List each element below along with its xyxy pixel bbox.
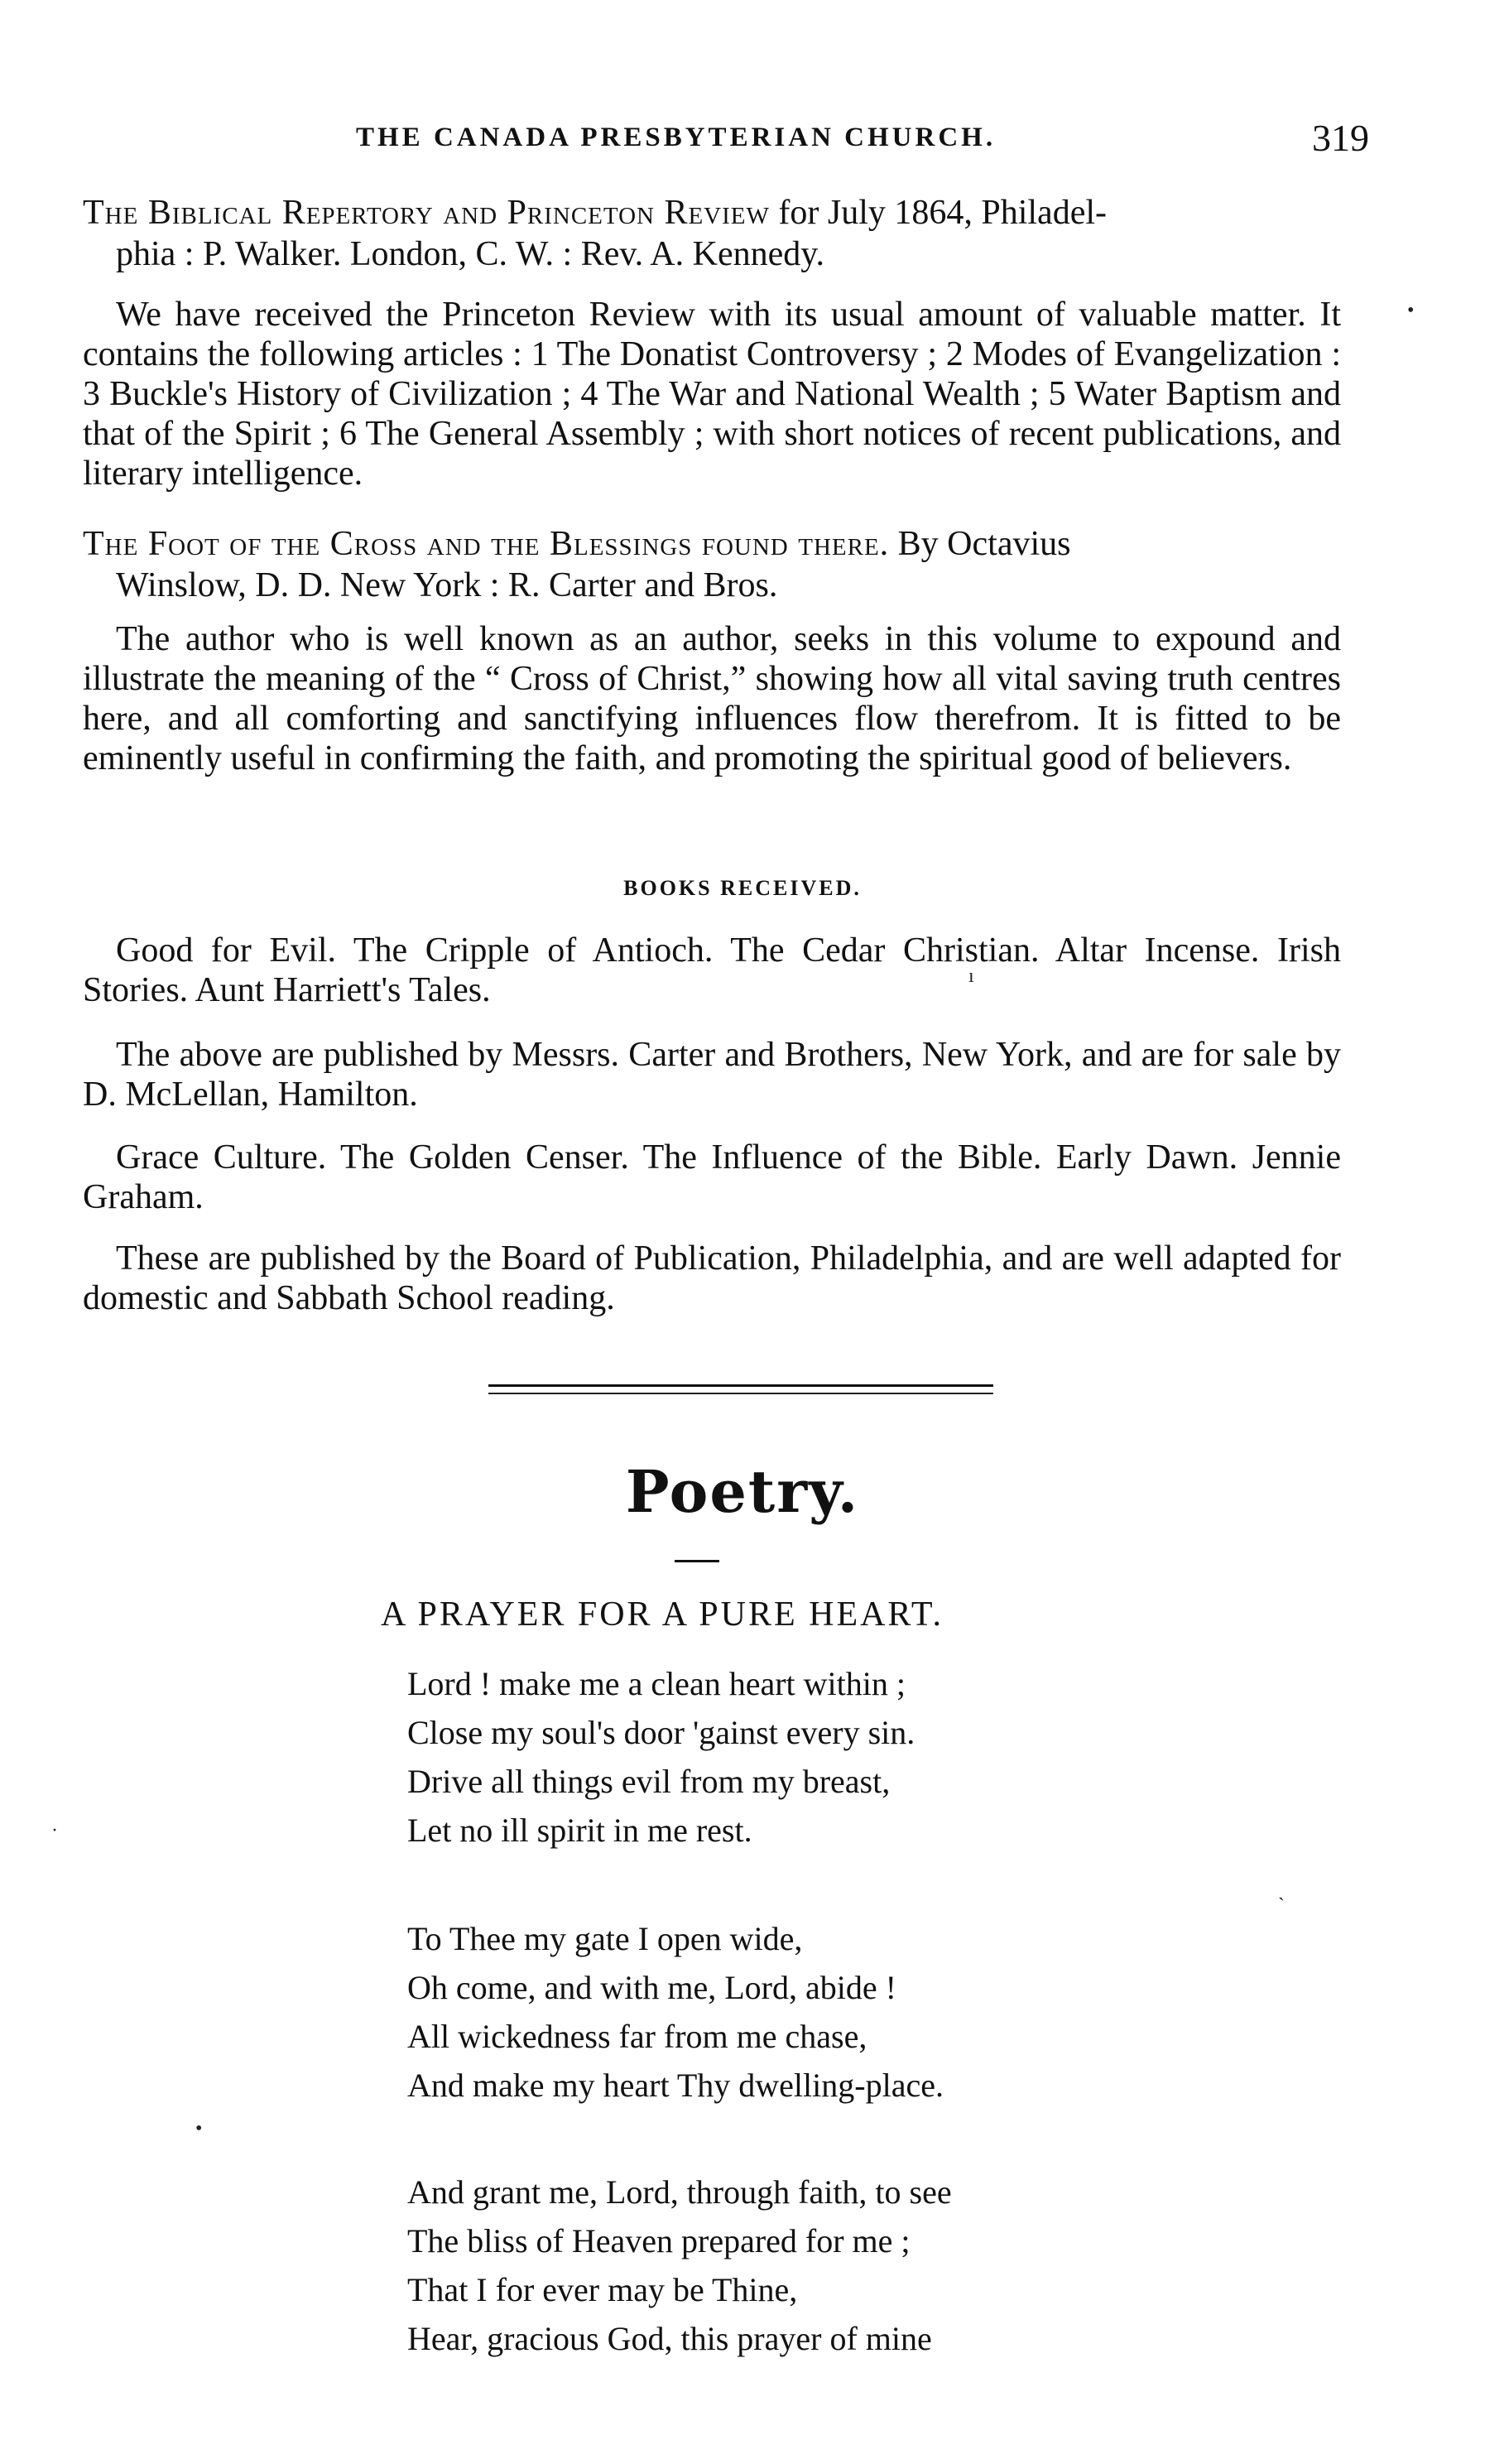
review1-heading	[83, 192, 1341, 275]
review2-title-rest: By Octavius	[889, 525, 1071, 563]
review1-title-rest: for July 1864, Philadel-	[769, 194, 1107, 232]
print-speck: •	[195, 2118, 203, 2139]
section-divider-top	[488, 1384, 993, 1387]
review1-heading-line2: phia : P. Walker. London, C. W. : Rev. A. Kennedy.	[116, 235, 825, 273]
poem-stanza-2	[407, 1914, 944, 2110]
books-received-para4: These are published by the Board of Publication, Philadelphia, and are well adapted for domestic and Sabbath School reading.	[83, 1239, 1341, 1317]
poem-line: Let no ill spirit in me rest.	[407, 1812, 752, 1849]
poetry-short-rule	[675, 1560, 719, 1562]
print-speck: ˎ	[1278, 1879, 1285, 1901]
section-divider-bottom	[488, 1393, 993, 1394]
review2-heading-line2: Winslow, D. D. New York : R. Carter and Bros.	[116, 566, 778, 604]
poem-line: Lord ! make me a clean heart within ;	[407, 1665, 906, 1702]
poem-stanza-3	[407, 2168, 952, 2363]
books-received-label: BOOKS RECEIVED.	[623, 876, 862, 900]
books-received-para2: The above are published by Messrs. Carter and Brothers, New York, and are for sale by D. McLellan, Hamilton.	[83, 1036, 1341, 1114]
page-number: 319	[1312, 117, 1369, 159]
poem-stanza-1	[407, 1659, 915, 1855]
running-title: THE CANADA PRESBYTERIAN CHURCH.	[356, 123, 997, 152]
poem-line: Oh come, and with me, Lord, abide !	[407, 1969, 896, 2006]
poem-line: To Thee my gate I open wide,	[407, 1920, 803, 1957]
review1-body: We have received the Princeton Review with its usual amount of valuable matter. It contains the following articles : 1 The Donatist Controversy ; 2 Modes of Evangelization : 3 Buckle's History of Civilization ; 4 The War and National Wealth ; 5 Water Baptism and that of the Spirit ; 6 The General Assembly ; with short notices of recent publications, and literary intelligence.	[83, 296, 1341, 493]
poem-line: Close my soul's door 'gainst every sin.	[407, 1714, 916, 1751]
poetry-heading: Poetry.	[625, 1457, 860, 1526]
poem-line: That I for ever may be Thine,	[407, 2271, 798, 2308]
poem-title: A PRAYER FOR A PURE HEART.	[381, 1595, 944, 1634]
poem-line: And grant me, Lord, through faith, to see	[407, 2173, 952, 2211]
print-speck: ·	[51, 1820, 58, 1841]
books-received-para3: Grace Culture. The Golden Censer. The Influence of the Bible. Early Dawn. Jennie Graham.	[83, 1138, 1341, 1216]
review1-title: The Biblical Repertory and Princeton Review	[83, 194, 770, 232]
review1-heading-line1	[83, 192, 1341, 233]
print-speck: •	[1407, 300, 1415, 321]
poem-line: Hear, gracious God, this prayer of mine	[407, 2320, 932, 2357]
review2-heading-line1	[83, 523, 1341, 565]
print-speck: ı	[968, 965, 974, 987]
poem-line: The bliss of Heaven prepared for me ;	[407, 2222, 911, 2259]
review2-body: The author who is well known as an author, seeks in this volume to expound and illustrate the meaning of the “ Cross of Christ,” showing how all vital saving truth centres here, and all comforting and sanctifying influences flow therefrom. It is fitted to be eminently useful in confirming the faith, and promoting the spiritual good of believers.	[83, 620, 1341, 777]
review2-heading	[83, 523, 1341, 606]
books-received-para1: Good for Evil. The Cripple of Antioch. The Cedar Christian. Altar Incense. Irish Stories. Aunt Harriett's Tales.	[83, 931, 1341, 1009]
running-head	[83, 117, 1369, 172]
poem-line: And make my heart Thy dwelling-place.	[407, 2067, 944, 2104]
poem-line: All wickedness far from me chase,	[407, 2018, 867, 2055]
poem-line: Drive all things evil from my breast,	[407, 1763, 891, 1800]
review2-title: The Foot of the Cross and the Blessings found there.	[83, 525, 890, 563]
